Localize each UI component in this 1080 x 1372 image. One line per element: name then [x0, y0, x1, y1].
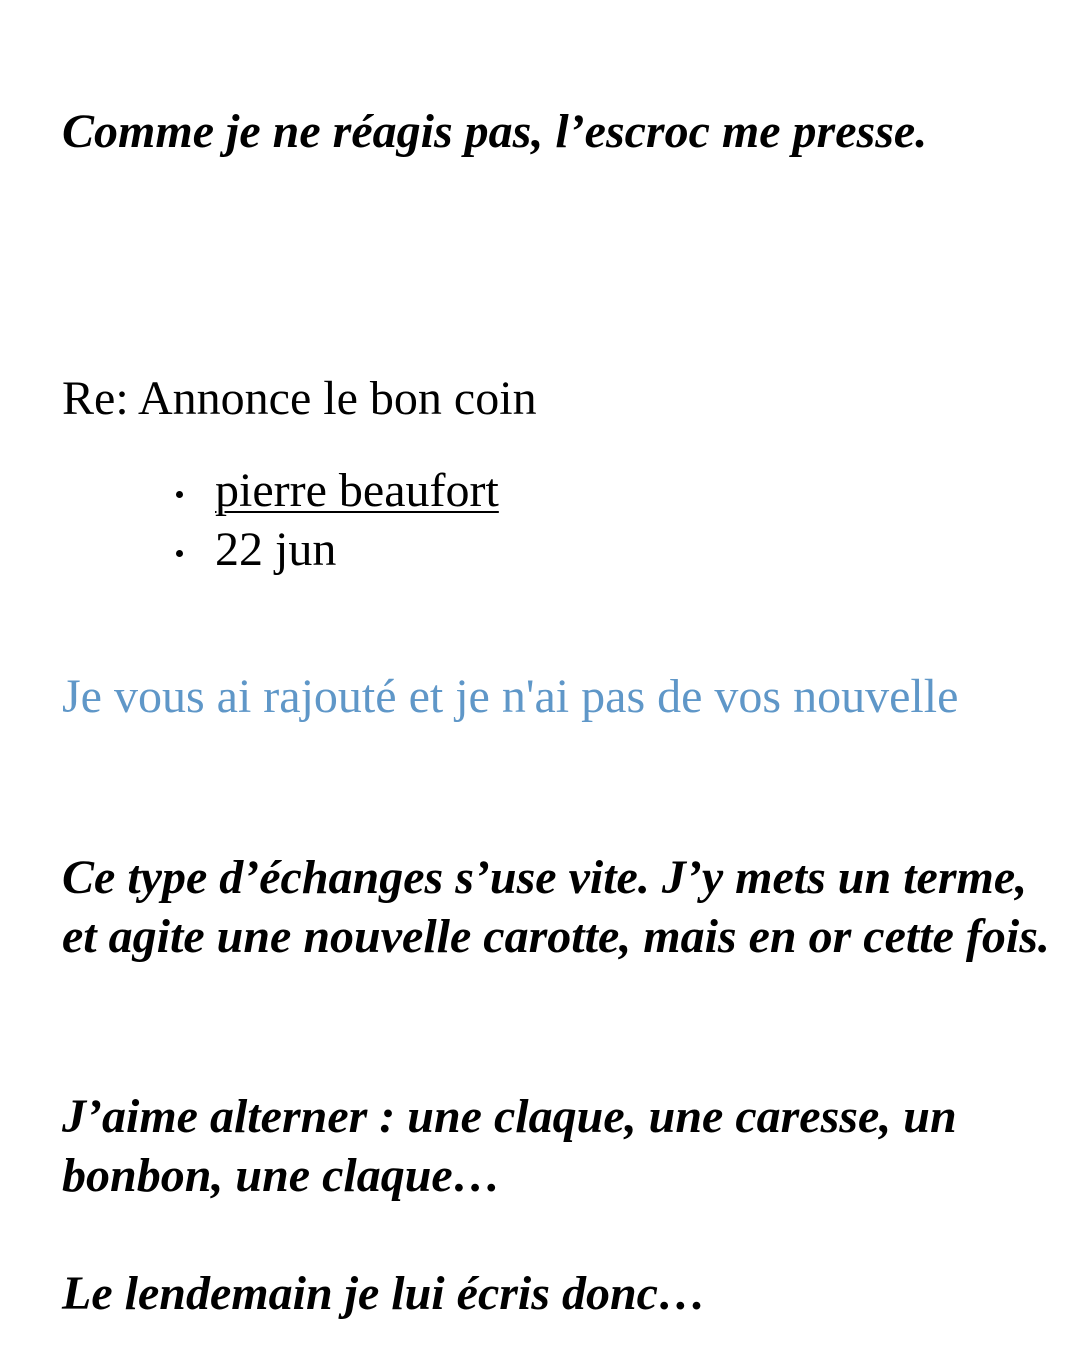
email-author-item [0, 461, 499, 520]
intro-paragraph: Comme je ne réagis pas, l’escroc me presse. [62, 105, 928, 158]
email-date-item [0, 520, 499, 579]
email-subject: Re: Annonce le bon coin [62, 372, 537, 425]
email-date: 22 jun [215, 523, 337, 576]
bullet-icon [176, 550, 183, 557]
commentary-paragraph: J’aime alterner : une claque, une caresse, un bonbon, une claque… [62, 1090, 957, 1202]
email-message: Je vous ai rajouté et je n'ai pas de vos nouvelle [62, 670, 959, 723]
commentary-paragraph: Le lendemain je lui écris donc… [62, 1267, 706, 1320]
email-author-link[interactable]: pierre beaufort [215, 464, 499, 517]
commentary-paragraph: Ce type d’échanges s’use vite. J’y mets un terme, et agite une nouvelle carotte, mais en or cette fois. [62, 851, 1050, 963]
email-meta-list [0, 461, 499, 579]
bullet-icon [176, 491, 183, 498]
